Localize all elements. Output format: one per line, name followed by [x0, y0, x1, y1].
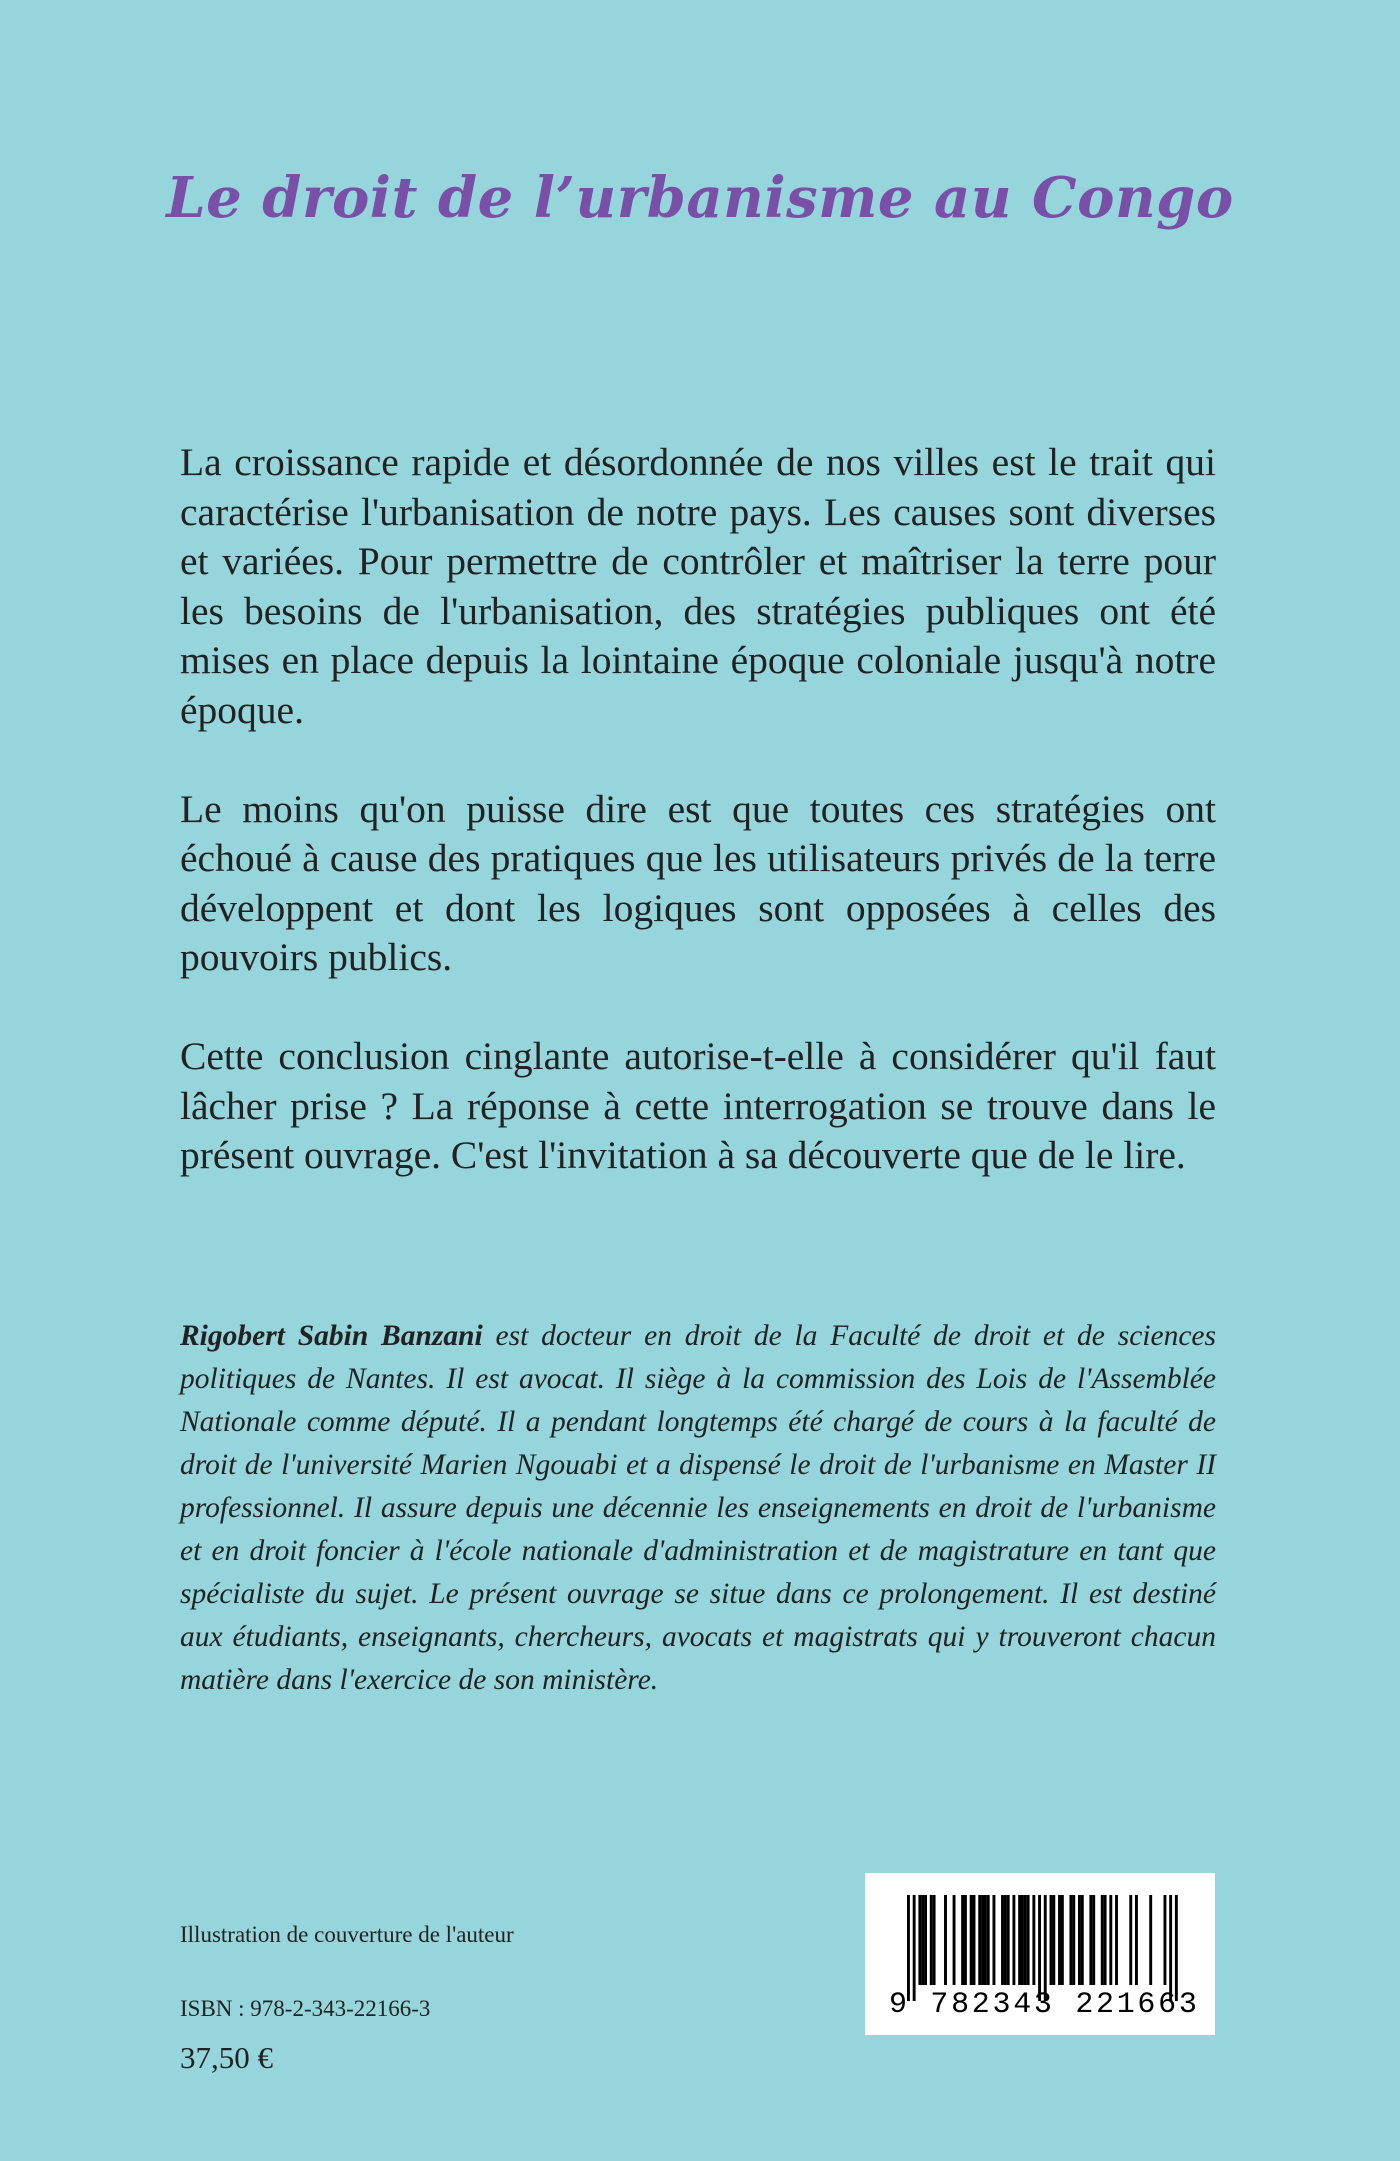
blurb-paragraph-2: Le moins qu'on puisse dire est que toutes ces stratégies ont échoué à cause des pratiques que les utilisateurs privés de la terre développent et dont les logiques sont opposées à celles des pouvoirs publics.	[180, 786, 1216, 979]
barcode-bar	[1032, 1895, 1035, 1985]
barcode-bar	[964, 1895, 967, 1985]
barcode-bar	[1061, 1895, 1064, 1985]
barcode-bar	[1044, 1895, 1047, 2001]
barcode-bar	[984, 1895, 987, 1985]
barcode-bar	[913, 1895, 916, 2001]
barcode-bar	[1018, 1895, 1021, 1985]
barcode-bar	[1078, 1895, 1081, 1985]
price: 37,50 €	[180, 2040, 273, 2075]
barcode-bar	[1069, 1895, 1072, 1985]
author-bio-text: est docteur en droit de la Faculté de droit et de sciences politiques de Nantes. Il est avocat. Il siège à la commission des Lois de l'Assemblée Nationale comme député. Il a pendant longtemps été chargé de cours à la faculté de droit de l'université Marien Ngouabi et a dispensé le droit de l'urbanisme en Master II professionnel. Il assure depuis une décennie les enseignements en droit de l'urbanisme et en droit foncier à l'école nationale d'administration et de magistrature en tant que spécialiste du sujet. Le présent ouvrage se situe dans ce prolongement. Il est destiné aux étudiants, enseignants, chercheurs, avocats et magistrats qui y trouveront chacun matière dans l'exercice de son ministère.	[180, 1320, 1216, 1696]
barcode-bar	[930, 1895, 933, 1985]
barcode-bar	[973, 1895, 976, 1985]
barcode-bar	[1169, 1895, 1172, 2001]
barcode-bar	[1012, 1895, 1015, 1985]
barcode-bar	[1081, 1895, 1084, 1985]
barcode-bar	[953, 1895, 956, 1985]
barcode-bar	[1135, 1895, 1138, 1985]
barcode-bar	[933, 1895, 936, 1985]
barcode-bar	[1058, 1895, 1061, 1985]
barcode-bar	[1104, 1895, 1107, 1985]
barcode-bar	[970, 1895, 973, 1985]
barcode-bar	[993, 1895, 996, 1985]
barcode-bar	[907, 1895, 910, 2001]
barcode-bar	[1021, 1895, 1024, 1985]
barcode-bar	[1149, 1895, 1152, 1985]
barcode-bar	[1052, 1895, 1055, 1985]
barcode-bar	[978, 1895, 981, 1985]
barcode-bar	[1004, 1895, 1007, 1985]
barcode-bar	[1001, 1895, 1004, 1985]
barcode-bar	[1164, 1895, 1167, 1985]
blurb-paragraph-1: La croissance rapide et désordonnée de nos villes est le trait qui caractérise l'urbanisation de notre pays. Les causes sont diverses et variées. Pour permettre de contrôler et maîtriser la terre pour les besoins de l'urbanisation, des stratégies publiques ont été mises en place depuis la lointaine époque coloniale jusqu'à notre époque.	[180, 440, 1216, 732]
blurb	[180, 438, 1216, 1230]
book-title: Le droit de l’urbanisme au Congo	[166, 165, 1234, 231]
barcode-bar	[1175, 1895, 1178, 2001]
barcode-bar	[1007, 1895, 1010, 1985]
barcode-bar	[987, 1895, 990, 1985]
barcode-bar	[1109, 1895, 1112, 1985]
barcode-bar	[961, 1895, 964, 1985]
barcode-bar	[1089, 1895, 1092, 1985]
illustration-credit: Illustration de couverture de l'auteur	[180, 1922, 514, 1947]
barcode-bar	[1101, 1895, 1104, 1985]
barcode-bar	[1092, 1895, 1095, 1985]
isbn: ISBN : 978-2-343-22166-3	[180, 1996, 431, 2021]
author-name: Rigobert Sabin Banzani	[180, 1320, 483, 1352]
blurb-paragraph-3: Cette conclusion cinglante autorise-t-elle à considérer qu'il faut lâcher prise ? La réponse à cette interrogation se trouve dans le présent ouvrage. C'est l'invitation à sa découverte que de le lire.	[180, 1034, 1216, 1177]
barcode-bar	[1072, 1895, 1075, 1985]
barcode-bar	[1027, 1895, 1030, 1985]
barcode-bar	[944, 1895, 947, 1985]
barcode-bar	[1038, 1895, 1041, 2001]
barcode-bar	[981, 1895, 984, 1985]
barcode-bar	[918, 1895, 921, 1985]
barcode-bar	[1024, 1895, 1027, 1985]
barcode-bar	[1115, 1895, 1118, 1985]
barcode-bar	[921, 1895, 924, 1985]
barcode-bar	[924, 1895, 927, 1985]
author-bio	[180, 1315, 1216, 1702]
barcode-bar	[1129, 1895, 1132, 1985]
barcode	[865, 1873, 1215, 2035]
barcode-digits: 9 782343 221663	[889, 1988, 1200, 2022]
barcode-bar	[1050, 1895, 1053, 1985]
